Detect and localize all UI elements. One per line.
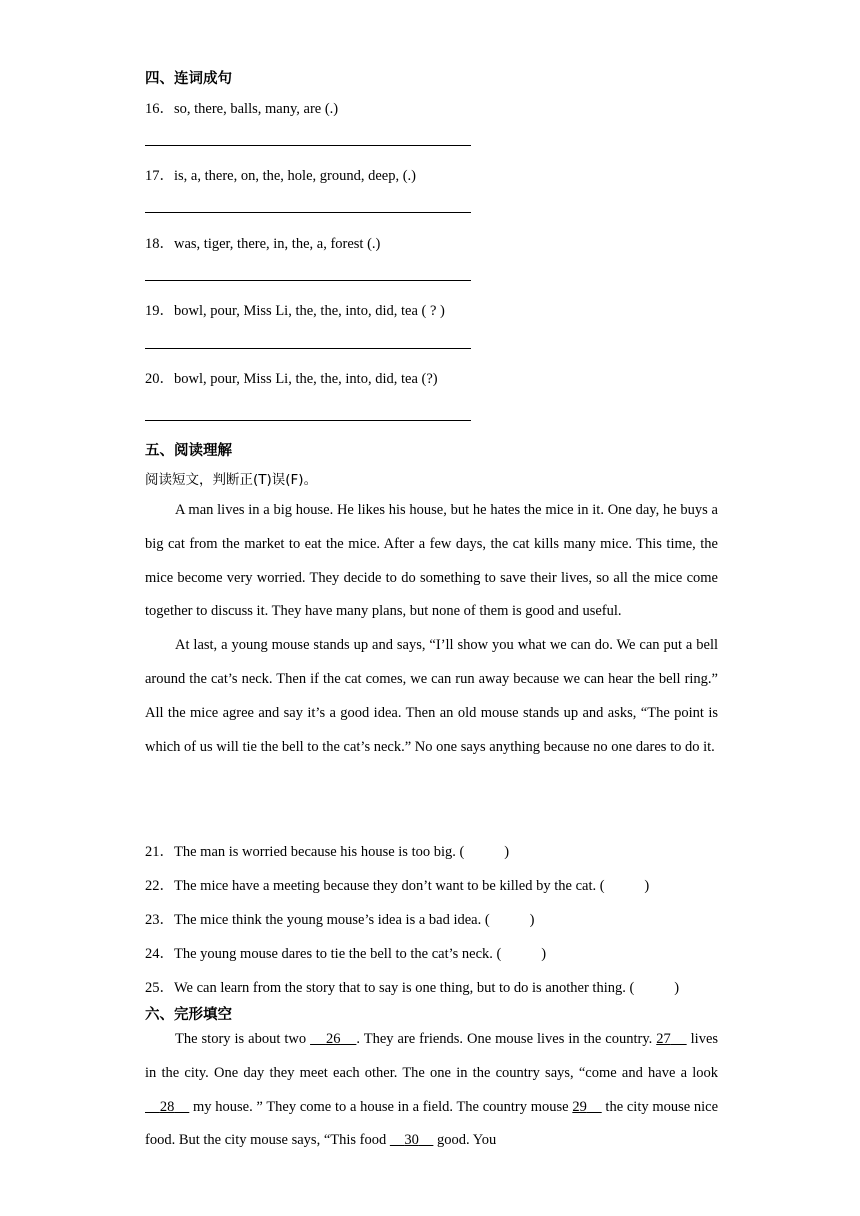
cloze-paragraph (145, 1023, 718, 1158)
question-24 (145, 942, 546, 963)
section-heading-5: 五、阅读理解 (145, 443, 232, 459)
question-18 (145, 232, 380, 253)
answer-line-16[interactable] (145, 145, 471, 146)
question-text: bowl, pour, Miss Li, the, the, into, did, tea (?) (174, 371, 438, 387)
answer-blank[interactable] (464, 844, 504, 860)
cloze-text: good. You (433, 1132, 497, 1149)
question-number: 23． (145, 912, 174, 928)
reading-instruction: 阅读短文，判断正(T)误(F)。 (145, 472, 318, 488)
cloze-passage (145, 1023, 718, 1158)
answer-line-19[interactable] (145, 348, 471, 349)
question-22 (145, 874, 649, 895)
answer-line-20[interactable] (145, 420, 471, 421)
closing-paren: ) (644, 878, 650, 894)
question-text: so, there, balls, many, are (.) (174, 101, 339, 117)
answer-line-17[interactable] (145, 212, 471, 213)
question-17 (145, 164, 416, 185)
question-16 (145, 97, 338, 118)
answer-blank[interactable] (501, 946, 541, 962)
cloze-blank-30[interactable]: 30 (404, 1132, 419, 1149)
reading-passage (145, 494, 718, 764)
cloze-blank-26[interactable]: 26 (325, 1031, 341, 1047)
question-number: 22． (145, 878, 174, 894)
cloze-blank-28[interactable]: 28 (159, 1098, 175, 1115)
closing-paren: ) (541, 946, 547, 962)
passage-paragraph-2: At last, a young mouse stands up and says, “I’ll show you what we can do. We can put a bell around the cat’s neck. Then if the cat comes, we can run away because we can hear the bell ring.” All the mice agree and say it’s a good idea. Then an old mouse stands up and asks, “The point is which of us will tie the bell to the cat’s neck.” No one says anything because no one dares to do it. (145, 637, 718, 755)
question-number: 16． (145, 101, 174, 117)
closing-paren: ) (529, 912, 535, 928)
cloze-text: . They are friends. One mouse lives in the country. (356, 1031, 657, 1047)
cloze-text: the city mouse nice food. But the city mouse says, “This food (145, 1098, 719, 1149)
question-number: 25． (145, 980, 174, 996)
answer-line-18[interactable] (145, 280, 471, 281)
passage-paragraph-1: A man lives in a big house. He likes his house, but he hates the mice in it. One day, he buys a big cat from the market to eat the mice. After a few days, the cat kills many mice. This time, the mice become very worried. They decide to do something to save their lives, so all the mice come together to discuss it. They have many plans, but none of them is good and useful. (145, 502, 718, 620)
cloze-text: lives in the city. One day they meet each other. The one in the country says, “come and have a look (145, 1031, 719, 1081)
closing-paren: ) (674, 980, 680, 996)
question-text: The young mouse dares to tie the bell to the cat’s neck. ( (174, 946, 502, 962)
question-number: 20． (145, 371, 174, 387)
question-text: bowl, pour, Miss Li, the, the, into, did, tea ( ? ) (174, 303, 445, 319)
question-20 (145, 367, 438, 388)
question-25 (145, 976, 679, 997)
section-heading-4: 四、连词成句 (145, 71, 232, 87)
question-23 (145, 908, 534, 929)
question-number: 21． (145, 844, 174, 860)
question-text: The man is worried because his house is too big. ( (174, 844, 465, 860)
closing-paren: ) (504, 844, 510, 860)
question-number: 19． (145, 303, 174, 319)
question-text: is, a, there, on, the, hole, ground, deep, (.) (174, 168, 416, 184)
answer-blank[interactable] (634, 980, 674, 996)
question-number: 18． (145, 236, 174, 252)
cloze-text: The story is about two (175, 1031, 311, 1047)
question-text: was, tiger, there, in, the, a, forest (.) (174, 236, 381, 252)
question-text: We can learn from the story that to say is one thing, but to do is another thing. ( (174, 980, 635, 996)
section-heading-6: 六、完形填空 (145, 1007, 232, 1023)
cloze-text: my house. ” They come to a house in a field. The country mouse (189, 1098, 573, 1115)
cloze-blank-27[interactable]: 27 (656, 1031, 671, 1047)
question-19 (145, 299, 445, 320)
answer-blank[interactable] (490, 912, 530, 928)
cloze-blank-29[interactable]: 29 (572, 1098, 587, 1115)
question-text: The mice think the young mouse’s idea is a bad idea. ( (174, 912, 490, 928)
question-number: 24． (145, 946, 174, 962)
question-text: The mice have a meeting because they don’t want to be killed by the cat. ( (174, 878, 605, 894)
question-number: 17． (145, 168, 174, 184)
question-21 (145, 840, 509, 861)
answer-blank[interactable] (605, 878, 645, 894)
